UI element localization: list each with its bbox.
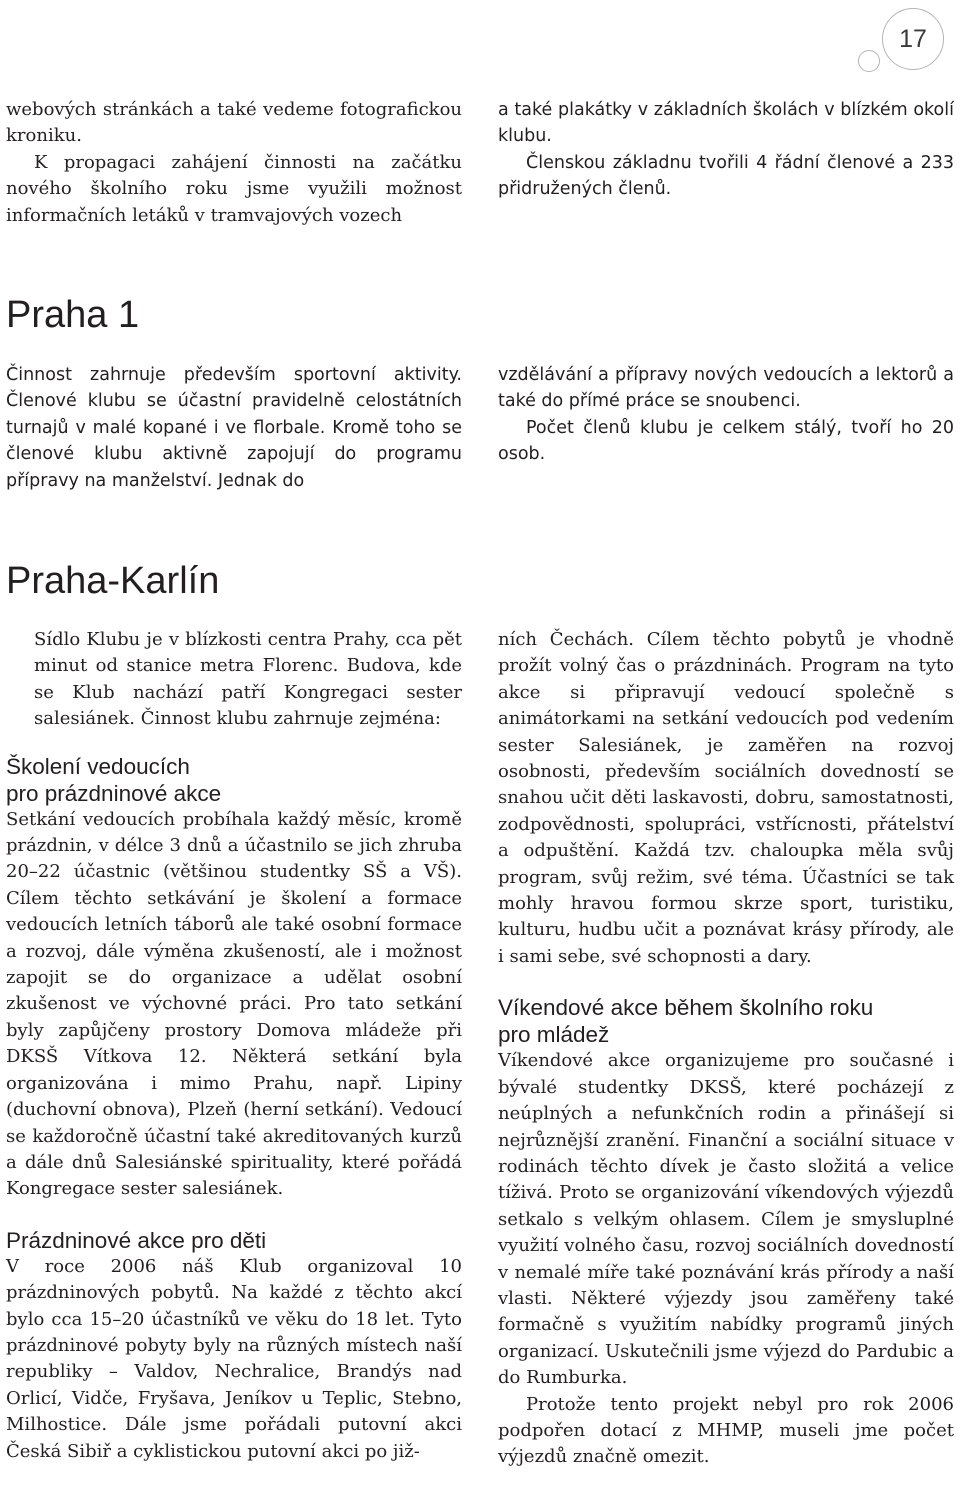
- praha1-right-text-2: Počet členů klubu je celkem stálý, tvoří ho 20 osob.: [498, 417, 954, 465]
- page-number-ring-small: [858, 50, 880, 72]
- praha1-right-column: [498, 362, 954, 468]
- skoleni-text: Setkání vedoucích probíhala každý měsíc, kromě prázdnin, v délce 3 dnů a účastnilo se jich zhruba 20–22 účastnic (většinou studentky SŠ a VŠ). Cílem těchto setkávání je školení a formace vedoucích letních táborů ale také osobní formace a rozvoj, dále výměna zkušeností, ale i možnost zapojit se do organizace a udělat osobní zkušenost ve výchovné práci. Pro tato setkání byly zapůjčeny prostory Domova mládeže při DKSŠ Vítkova 12. Některá setkání byla organizována i mimo Prahu, např. Lipiny (duchovní obnova), Plzeň (herní setkání). Vedoucí se každoročně účastní také akreditovaných kurzů a dále dnů Salesiánské spirituality, které pořádá Kongregace sester salesiánek.: [6, 808, 462, 1200]
- karlin-left-column: [6, 627, 462, 1465]
- section-heading-praha1: Praha 1: [6, 294, 140, 336]
- subheading-skoleni: Školení vedoucích pro prázdninové akce: [6, 753, 222, 806]
- praha1-left-text: Činnost zahrnuje především sportovní aktivity. Členové klubu se účastní pravidelně celostátních turnajů v malé kopané i ve florbale. Kromě toho se členové klubu aktivně zapojují do programu přípravy na manželství. Jednak do: [6, 365, 462, 491]
- intro-right-text-2: Členskou základnu tvořili 4 řádní členové a 233 přidružených členů.: [498, 152, 954, 200]
- prazdninove-akce-text: V roce 2006 náš Klub organizoval 10 prázdninových pobytů. Na každé z těchto akcí bylo cca 15–20 účastníků ve věku do 18 let. Tyto prázdninové pobyty byly na různých místech naší republiky – Valdov, Nechralice, Brandýs nad Orlicí, Vidče, Fryšava, Jeníkov u Teplic, Stebno, Milhostice. Dále jsme pořádali putovní akci Česká Sibiř a cyklistickou putovní akci po již-: [6, 1255, 462, 1462]
- section-heading-karlin: Praha-Karlín: [6, 560, 220, 602]
- page-number: 17: [882, 8, 944, 70]
- vikendove-akce-text: Víkendové akce organizujeme pro současné i bývalé studentky DKSŠ, které pocházejí z neúplných a nefunkčních rodin a přinášejí si nejrůznější zranění. Finanční a sociální situace v rodinách těchto dívek je často složitá a velice tíživá. Proto se organizování víkendových výjezdů setkalo s velkým ohlasem. Cílem je smysluplné využití volného času, rozvoj sociálních dovedností v nemalé míře také poznávání krás přírody a naší vlasti. Některé výjezdy jsou zaměřeny také formačně s využitím nabídky programů jiných organizací. Uskutečnili jsme výjezd do Pardubic a do Rumburka.: [498, 1050, 954, 1389]
- intro-right-text: a také plakátky v základních školách v blízkém okolí klubu.: [498, 100, 954, 147]
- praha1-right-text: vzdělávání a přípravy nových vedoucích a lektorů a také do přímé práce se snoubenci.: [498, 365, 954, 412]
- intro-right-column: [498, 97, 954, 203]
- vikendove-akce-text-2: Protože tento projekt nebyl pro rok 2006 podpořen dotací z MHMP, museli jme počet výjezdů značně omezit.: [498, 1393, 954, 1468]
- subheading-vikendove-akce: Víkendové akce během školního roku pro mládež: [498, 995, 874, 1048]
- intro-left-text: webových stránkách a také vedeme fotografickou kroniku.: [6, 99, 462, 147]
- intro-left-text-2: K propagaci zahájení činnosti na začátku nového školního roku jsme využili možnost informačních letáků v tramvajových vozech: [6, 151, 462, 226]
- prazdninove-akce-continued: ních Čechách. Cílem těchto pobytů je vhodně prožít volný čas o prázdninách. Program na tyto akce si připravují vedoucí společně s animátorkami na setkání vedoucích pod vedením sester Salesiánek, je zaměřen na rozvoj osobnosti, především sociálních dovedností se snahou učit děti laskavosti, dobru, samostatnosti, zodpovědnosti, spolupráci, vstřícnosti, přátelství a odpuštění. Každá tzv. chaloupka měla svůj program, svůj režim, své téma. Účastníci se tak mohly hravou formou skrze sport, turistiku, kulturu, hudbu učit a poznávat krásy přírody, ale i sami sebe, své schopnosti a dary.: [498, 629, 954, 967]
- karlin-intro-text: Sídlo Klubu je v blízkosti centra Prahy, cca pět minut od stanice metra Florenc. Budova, kde se Klub nachází patří Kongregaci sester salesiánek. Činnost klubu zahrnuje zejména:: [34, 629, 462, 730]
- subheading-prazdninove-akce: Prázdninové akce pro děti: [6, 1227, 267, 1253]
- praha1-left-column: [6, 362, 462, 494]
- karlin-right-column: [498, 627, 954, 1471]
- intro-left-column: [6, 97, 462, 229]
